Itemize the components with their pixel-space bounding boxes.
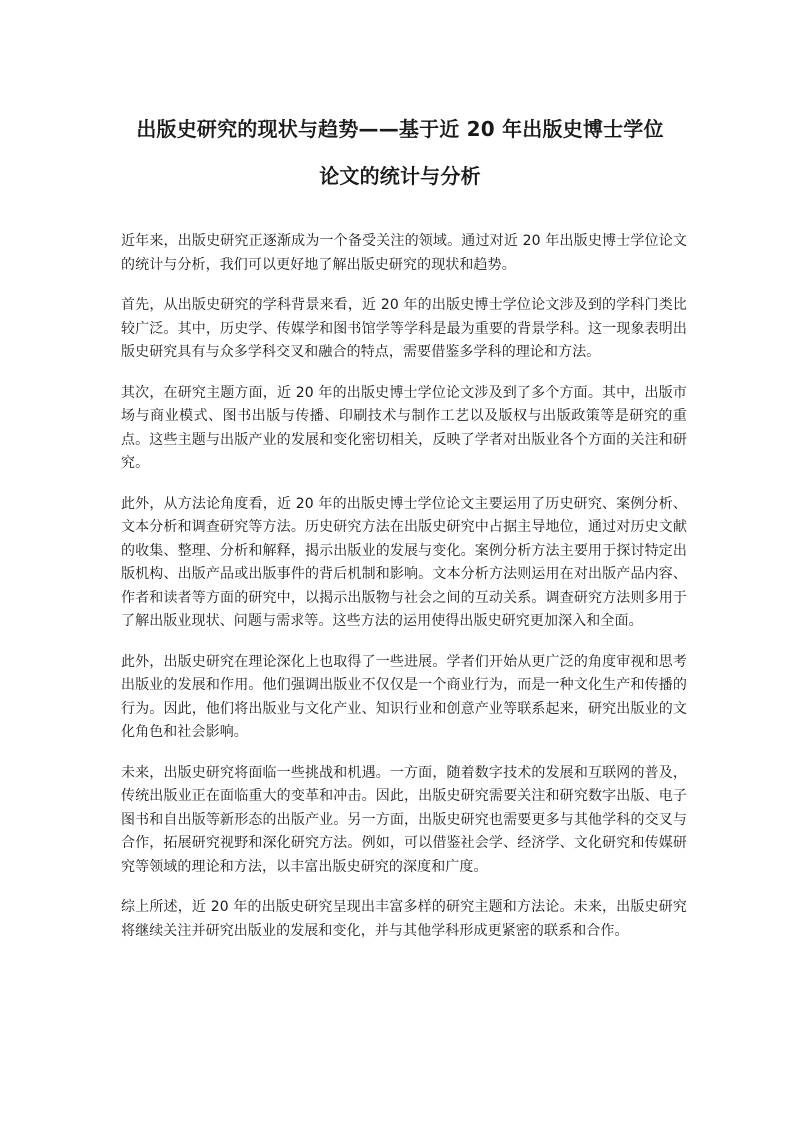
document-body [121,230,687,960]
paragraph-conclusion: 综上所述，近 20 年的出版史研究呈现出丰富多样的研究主题和方法论。未来，出版史研究将继续关注并研究出版业的发展和变化，并与其他学科形成更紧密的联系和合作。 [121,899,687,939]
paragraph-methods: 此外，从方法论角度看，近 20 年的出版史博士学位论文主要运用了历史研究、案例分析、文本分析和调查研究等方法。历史研究方法在出版史研究中占据主导地位，通过对历史文献的收集、整理、分析和解释，揭示出版业的发展与变化。案例分析方法主要用于探讨特定出版机构、出版产品或出版事件的背后机制和影响。文本分析方法则运用在对出版产品内容、作者和读者等方面的研究中，以揭示出版物与社会之间的互动关系。调查研究方法则多用于了解出版业现状、问题与需求等。这些方法的运用使得出版史研究更加深入和全面。 [121,495,687,629]
paragraph-future: 未来，出版史研究将面临一些挑战和机遇。一方面，随着数字技术的发展和互联网的普及，传统出版业正在面临重大的变革和冲击。因此，出版史研究需要关注和研究数字出版、电子图书和自出版等新形态的出版产业。另一方面，出版史研究也需要更多与其他学科的交叉与合作，拓展研究视野和深化研究方法。例如，可以借鉴社会学、经济学、文化研究和传媒研究等领域的理论和方法，以丰富出版史研究的深度和广度。 [121,764,687,875]
document-title-line-1: 出版史研究的现状与趋势——基于近 20 年出版史博士学位 [136,117,664,141]
paragraph-intro: 近年来，出版史研究正逐渐成为一个备受关注的领域。通过对近 20 年出版史博士学位论文的统计与分析，我们可以更好地了解出版史研究的现状和趋势。 [121,233,687,273]
paragraph-topics: 其次，在研究主题方面，近 20 年的出版史博士学位论文涉及到了多个方面。其中，出版市场与商业模式、图书出版与传播、印刷技术与制作工艺以及版权与出版政策等是研究的重点。这些主题与出版产业的发展和变化密切相关，反映了学者对出版业各个方面的关注和研究。 [121,384,687,471]
paragraph-theory: 此外，出版史研究在理论深化上也取得了一些进展。学者们开始从更广泛的角度审视和思考出版业的发展和作用。他们强调出版业不仅仅是一个商业行为，而是一种文化生产和传播的行为。因此，他们将出版业与文化产业、知识行业和创意产业等联系起来，研究出版业的文化角色和社会影响。 [121,653,687,740]
paragraph-disciplines: 首先，从出版史研究的学科背景来看，近 20 年的出版史博士学位论文涉及到的学科门类比较广泛。其中，历史学、传媒学和图书馆学等学科是最为重要的背景学科。这一现象表明出版史研究具有与众多学科交叉和融合的特点，需要借鉴多学科的理论和方法。 [121,297,687,360]
document-title-line-2: 论文的统计与分析 [319,164,481,188]
